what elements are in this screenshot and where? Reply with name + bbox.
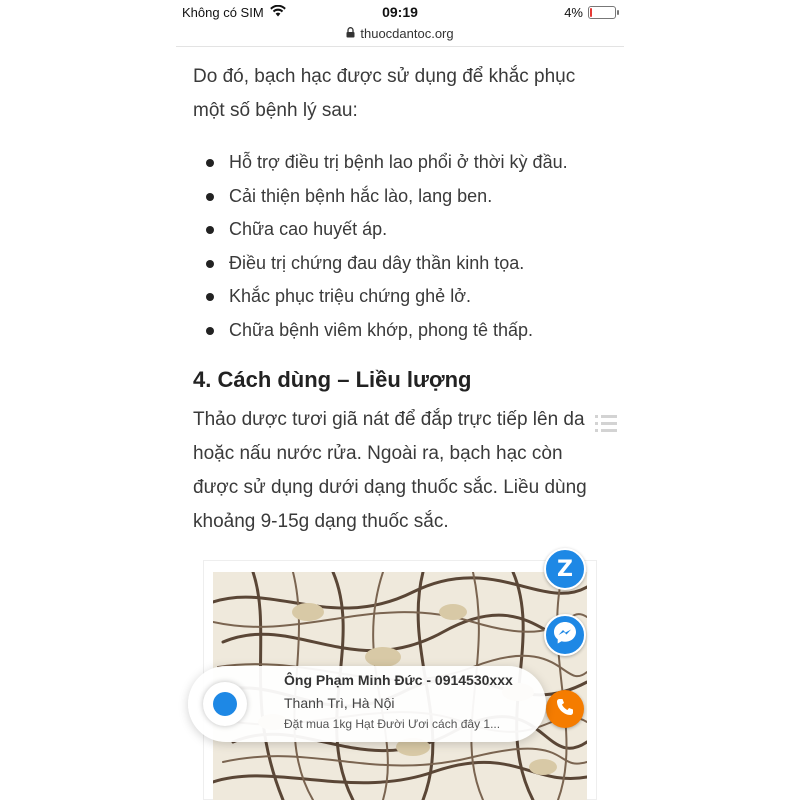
toolbar-divider (176, 46, 624, 47)
list-item: Khắc phục triệu chứng ghẻ lở. (193, 280, 593, 314)
notification-location: Thanh Trì, Hà Nội (284, 695, 395, 711)
carrier-label: Không có SIM (182, 5, 264, 20)
zalo-icon: Z (557, 556, 573, 582)
messenger-icon (552, 620, 578, 651)
symptom-list (193, 146, 593, 347)
clock: 09:19 (382, 4, 418, 20)
list-item: Điều trị chứng đau dây thần kinh tọa. (193, 247, 593, 281)
usage-paragraph: Thảo dược tươi giã nát để đắp trực tiếp lên da hoặc nấu nước rửa. Ngoài ra, bạch hạc còn được sử dụng dưới dạng thuốc sắc. Liều dùng khoảng 9-15g dạng thuốc sắc. (193, 409, 587, 532)
battery-icon (588, 6, 616, 19)
notification-customer: Ông Phạm Minh Đức - 0914530xxx (284, 672, 513, 688)
url-text: thuocdantoc.org (360, 25, 454, 41)
section-heading: 4. Cách dùng – Liều lượng (193, 367, 472, 392)
phone-screen (176, 0, 624, 800)
table-of-contents-icon[interactable] (592, 410, 620, 438)
list-item: Chữa cao huyết áp. (193, 213, 593, 247)
list-item: Hỗ trợ điều trị bệnh lao phổi ở thời kỳ đầu. (193, 146, 593, 180)
list-item: Chữa bệnh viêm khớp, phong tê thấp. (193, 314, 593, 348)
lock-icon (346, 26, 355, 41)
order-notification[interactable] (188, 666, 546, 742)
status-right (564, 5, 616, 20)
phone-icon (555, 697, 575, 722)
article-content (193, 60, 593, 539)
messenger-button[interactable] (544, 614, 586, 656)
battery-percent: 4% (564, 5, 583, 20)
notification-message: Đặt mua 1kg Hạt Đười Ươi cách đây 1... (284, 717, 501, 731)
list-item: Cải thiện bệnh hắc lào, lang ben. (193, 180, 593, 214)
zalo-button[interactable] (544, 548, 586, 590)
intro-paragraph: Do đó, bạch hạc được sử dụng để khắc phục một số bệnh lý sau: (193, 66, 576, 121)
notification-dot-icon (203, 682, 247, 726)
address-bar[interactable] (176, 22, 624, 44)
call-button[interactable] (546, 690, 584, 728)
battery-level (590, 8, 592, 17)
